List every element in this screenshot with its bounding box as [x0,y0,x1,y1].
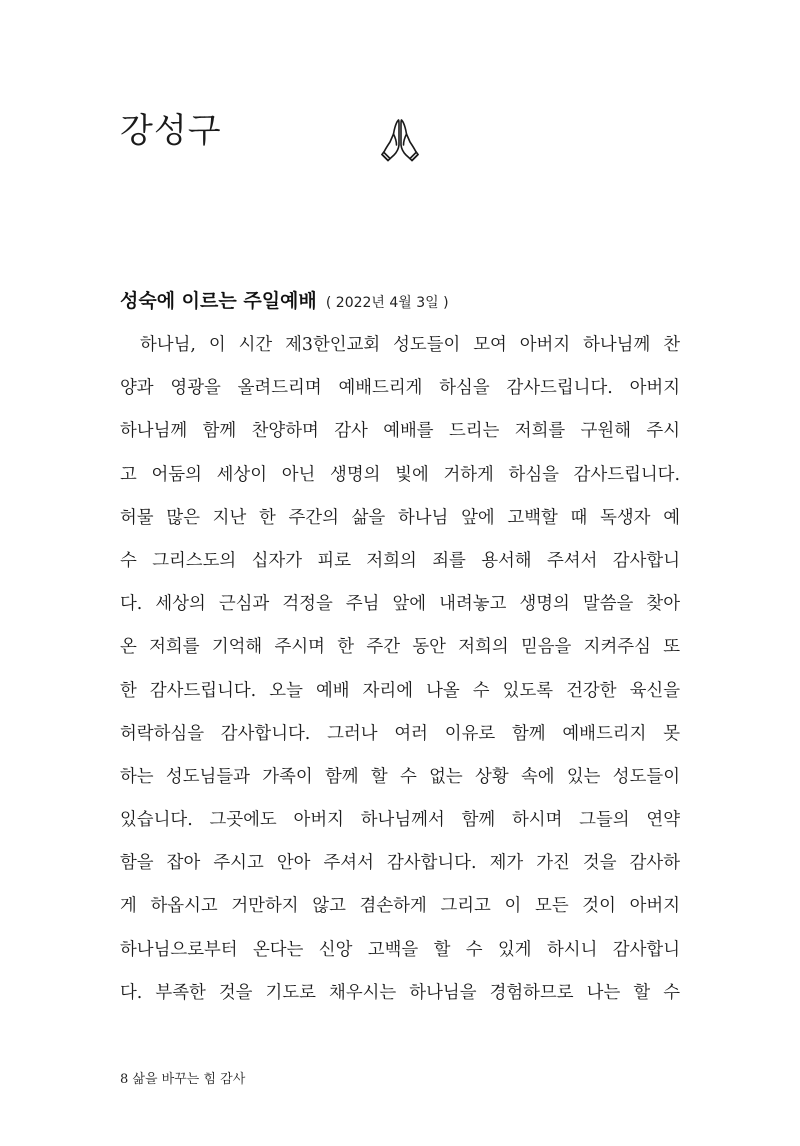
prayer-line: 수 그리스도의 십자가 피로 저희의 죄를 용서해 주셔서 감사합니 [120,550,680,571]
prayer-heading [120,287,449,317]
prayer-line: 허락하심을 감사합니다. 그러나 여러 이유로 함께 예배드리지 못 [120,723,680,744]
prayer-line: 있습니다. 그곳에도 아버지 하나님께서 함께 하시며 그들의 연약 [120,810,680,831]
prayer-line: 게 하옵시고 거만하지 않고 겸손하게 그리고 이 모든 것이 아버지 [120,896,680,917]
prayer-line: 한 감사드립니다. 오늘 예배 자리에 나올 수 있도록 건강한 육신을 [120,680,680,701]
prayer-line: 하는 성도님들과 가족이 함께 할 수 없는 상황 속에 있는 성도들이 [120,766,680,787]
prayer-date: ( 2022년 4월 3일 ) [325,295,449,311]
prayer-line: 고 어둠의 세상이 아닌 생명의 빛에 거하게 하심을 감사드립니다. [120,464,680,485]
prayer-line: 온 저희를 기억해 주시며 한 주간 동안 저희의 믿음을 지켜주심 또 [120,637,680,658]
prayer-line: 허물 많은 지난 한 주간의 삶을 하나님 앞에 고백할 때 독생자 예 [120,507,680,528]
prayer-line: 하나님으로부터 온다는 신앙 고백을 할 수 있게 하시니 감사합니 [120,939,680,960]
prayer-line: 하나님께 함께 찬양하며 감사 예배를 드리는 저희를 구원해 주시 [120,421,680,442]
prayer-line: 다. 부족한 것을 기도로 채우시는 하나님을 경험하므로 나는 할 수 [120,982,680,1003]
prayer-line: 양과 영광을 올려드리며 예배드리게 하심을 감사드립니다. 아버지 [120,378,680,399]
page-footer: 8 삶을 바꾸는 힘 감사 [120,1072,246,1087]
praying-hands-icon [378,116,422,164]
prayer-title: 성숙에 이르는 주일예배 [120,290,317,312]
prayer-body [120,324,680,1015]
author-name: 강성구 [120,111,222,151]
prayer-line: 하나님, 이 시간 제3한인교회 성도들이 모여 아버지 하나님께 찬 [140,335,680,355]
prayer-line: 함을 잡아 주시고 안아 주셔서 감사합니다. 제가 가진 것을 감사하 [120,853,680,874]
prayer-line: 다. 세상의 근심과 걱정을 주님 앞에 내려놓고 생명의 말씀을 찾아 [120,594,680,615]
